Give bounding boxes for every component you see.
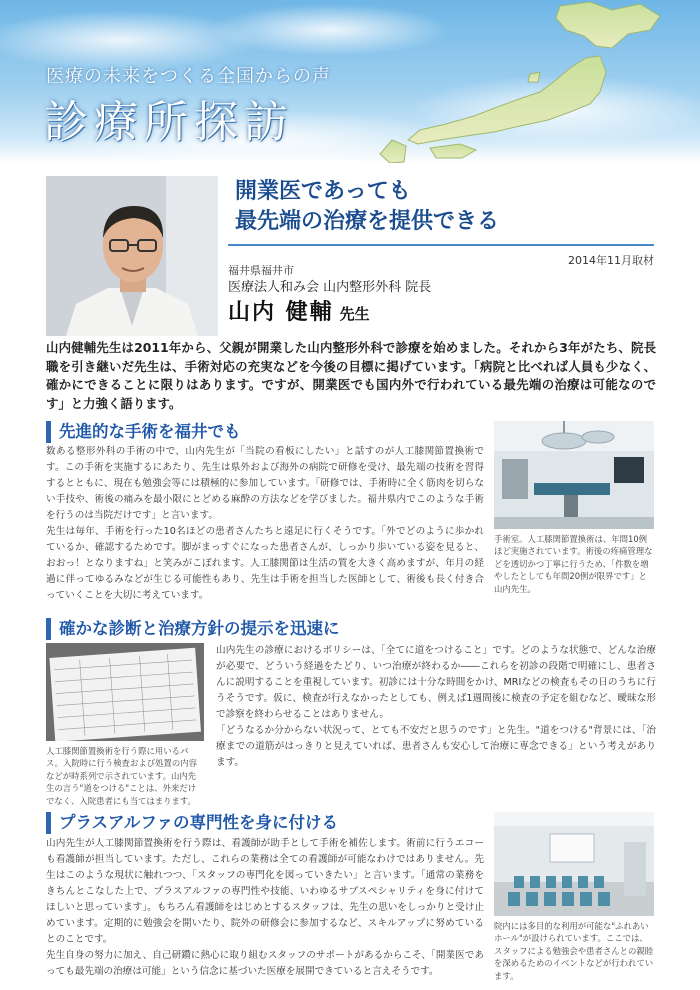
doctor-name: 山内 健輔 (228, 299, 334, 325)
operating-room-photo (494, 421, 654, 529)
section-3-body: 山内先生が人工膝関節置換術を行う際は、看護師が助手として手術を補佐します。術前に行うエコーも看護師が担当しています。ただし、これらの業務は全ての看護師が可能なわけではありません。先生はこのような現状に触れつつ、「スタッフの専門化を図っていきたい」と言います。「通常の業務をきちんとこなした上で、プラスアルファの専門性や技能、いわゆるサブスペシャリティを身に付けてほしいと思っています」。もちろん看護師をはじめとするスタッフは、先生の思いをしっかりと受け止めています。定期的に勉強会を開いたり、院外の研修会に参加するなど、スキルアップに努めているとのことです。 先生自身の努力に加え、自己研鑽に熱心に取り組むスタッフのサポートがあるからこそ、「開業医であっても最先端の治療は可能」という信念に基づいた医療を展開できていると言えそうです。 (46, 838, 484, 977)
section-2-body: 山内先生の診療におけるポリシーは、「全てに道をつけること」です。どのような状態で、どんな治療が必要で、どういう経過をたどり、いつ治療が終わるか――これらを初診の段階で明確にし、患者さんに説明することを重視しています。初診には十分な時間をかけ、MRIなどの検査もその日のうちに行うそうです。仮に、検査が行えなかったとしても、例えば1週間後に検査の予定を組むなど、曖昧な形で診察を終わらせることはありません。 「どうなるか分からない状況って、とても不安だと思うのです」と先生。"道をつける"背景には、「治療までの道筋がはっきりと見えていれば、患者さんも安心して治療に専念できる」という考えがあります。 (216, 645, 656, 768)
clinic-location: 福井県福井市 (228, 264, 294, 277)
section-1-body: 数ある整形外科の手術の中で、山内先生が「当院の看板にしたい」と話すのが人工膝関節置換術です。この手術を実施するにあたり、先生は県外および海外の病院で研修を受け、最先端の技術を習得するとともに、現在も勉強会等には積極的に参加しています。「研修では、手術時に全く筋肉を切らない手技や、術後の痛みを最小限にとどめる麻酔の方法などを学びました。福井県内でこのような手術を行うのは当院だけです」と言います。 先生は毎年、手術を行った10名ほどの患者さんたちと遠足に行くそうです。「外でどのように歩かれているか、確認するためです。脚がまっすぐになった患者さんが、しっかり歩いている姿を見ると、おおっ！となりますね」と笑みがこぼれます。人工膝関節は生活の質を大きく高めますが、年月の経過に伴ってゆるみなどが生じる可能性もあり、先生は手術を担当した医師として、術後も長く付き合っていくことを大切に考えています。 (46, 446, 484, 601)
doctor-photo (46, 176, 218, 336)
section-3-caption: 院内には多目的な利用が可能な"ふれあいホール"が設けられています。ここでは、スタッフによる勉強会や患者さんとの親睦を深めるためのイベントなどが行われています。 (494, 921, 654, 981)
section-1-heading: 先進的な手術を福井でも (46, 421, 241, 443)
lead-paragraph: 山内健輔先生は2011年から、父親が開業した山内整形外科で診療を始めました。それから3年がたち、院長職を引き継いだ先生は、手術対応の充実などを今後の目標に掲げています。「病院と比べれば人員も少なく、確かにできることに限りはあります。ですが、開業医でも国内外で行われている最先端の治療は可能なのです」と力強く語ります。 (46, 340, 656, 411)
headline-line-2: 最先端の治療を提供できる (235, 208, 500, 234)
headline-divider (228, 244, 654, 246)
interview-date: 2014年11月取材 (568, 254, 654, 267)
hall-photo (494, 812, 654, 916)
operating-room-image (494, 421, 654, 529)
section-2-caption: 人工膝関節置換術を行う際に用いるパス。入院時に行う検査および処置の内容などが時系列で示されています。山内先生の言う"道をつける"ことは、外来だけでなく、入院患者にも当てはまります。 (46, 746, 198, 806)
section-1-caption: 手術室。人工膝関節置換術は、年間10例ほど実施されています。術後の疼痛管理などを透切かつ丁寧に行うため、「件数を増やしたとしても年間20例が限界です」と山内先生。 (494, 534, 653, 594)
banner-title: 診療所探訪 (44, 97, 294, 148)
clinical-path-photo (46, 643, 204, 741)
doctor-honorific: 先生 (339, 305, 370, 323)
fureai-hall-image (494, 812, 654, 916)
section-3-heading: プラスアルファの専門性を身に付ける (46, 812, 338, 834)
clinic-organization: 医療法人和み会 山内整形外科 院長 (228, 280, 432, 295)
header-banner (0, 0, 700, 163)
doctor-portrait-image (46, 176, 218, 336)
headline-line-1: 開業医であっても (235, 178, 411, 204)
section-2-heading: 確かな診断と治療方針の提示を迅速に (46, 618, 340, 640)
clinical-path-sheet-image (46, 643, 204, 741)
doctor-name-block (228, 295, 370, 326)
banner-subtitle: 医療の未来をつくる全国からの声 (46, 66, 331, 87)
article-headline (235, 176, 655, 236)
